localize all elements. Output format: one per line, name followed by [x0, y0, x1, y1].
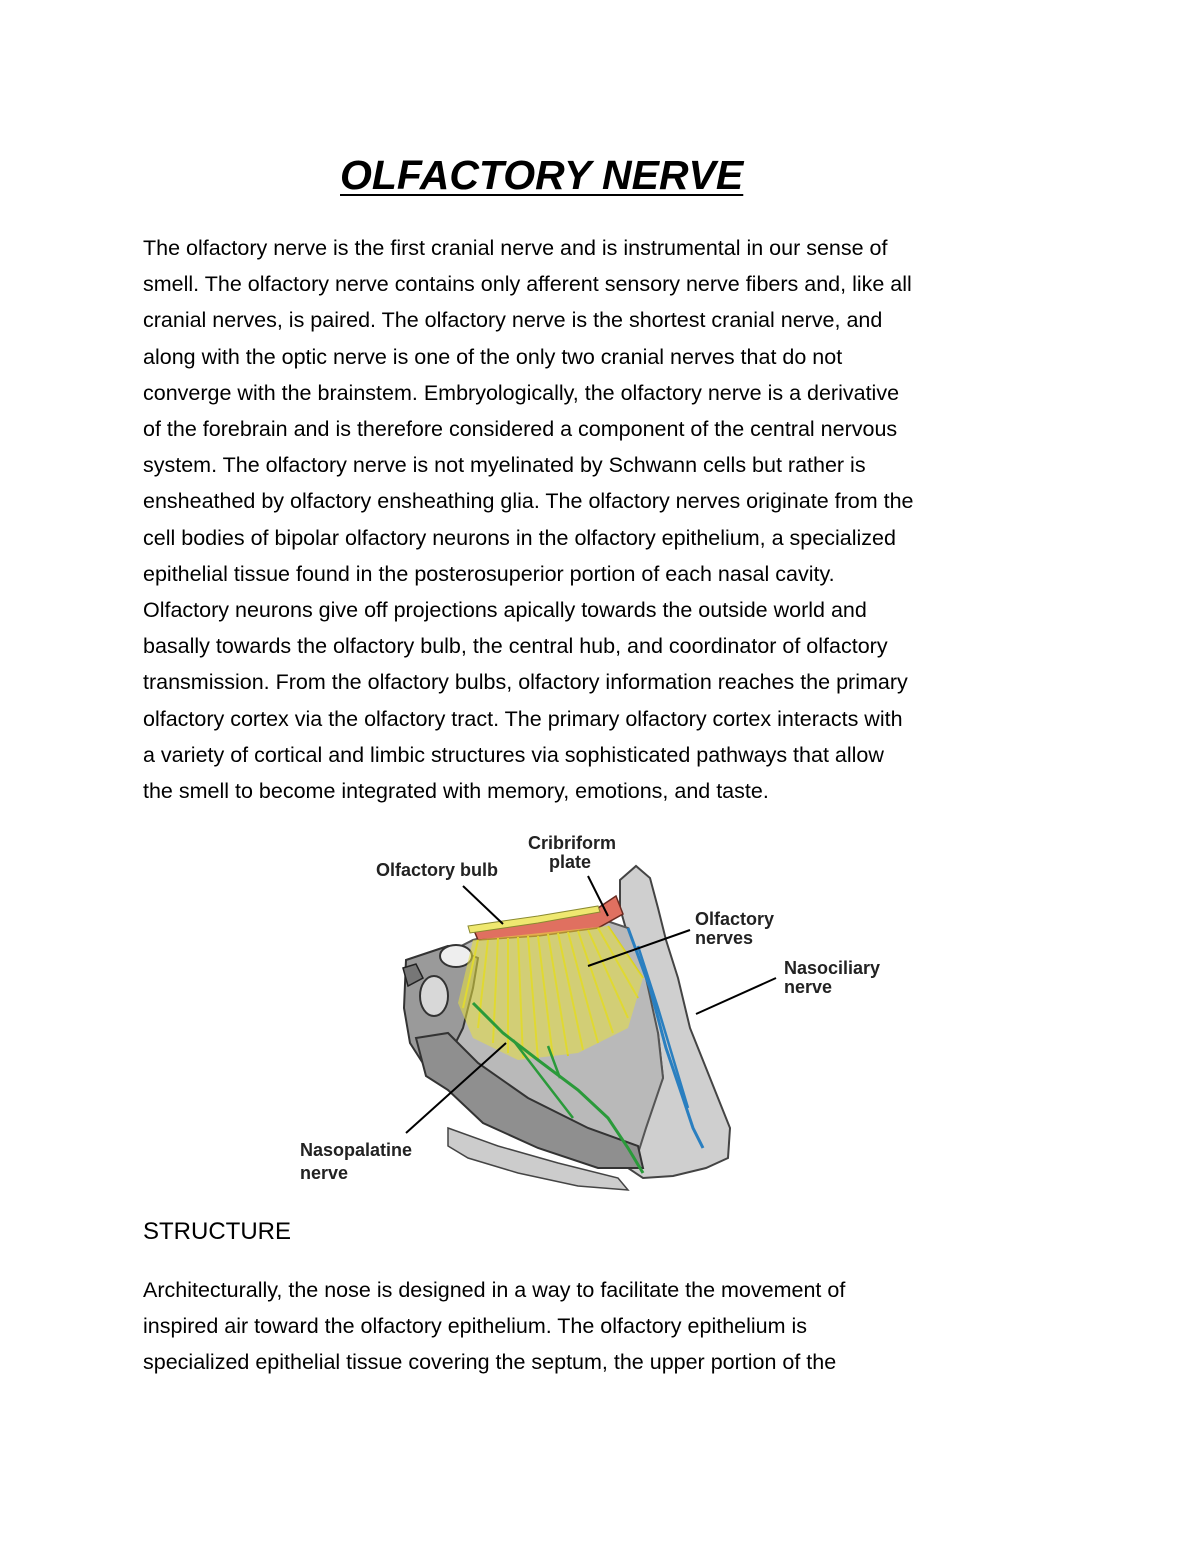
- text-line: the smell to become integrated with memory, emotions, and taste.: [143, 779, 769, 804]
- sinus-opening: [440, 945, 472, 967]
- section-heading-structure: STRUCTURE: [143, 1218, 291, 1245]
- text-line: Architecturally, the nose is designed in a way to facilitate the movement of: [143, 1278, 846, 1302]
- text-line: cell bodies of bipolar olfactory neurons in the olfactory epithelium, a specialized: [143, 525, 896, 550]
- text-line: epithelial tissue found in the posterosuperior portion of each nasal cavity.: [143, 561, 835, 586]
- label-olfactory-nerves-line1: Olfactory: [695, 909, 775, 929]
- text-line: olfactory cortex via the olfactory tract. The primary olfactory cortex interacts with: [143, 706, 903, 731]
- text-line: inspired air toward the olfactory epithelium. The olfactory epithelium is: [143, 1314, 808, 1339]
- leader-nasociliary: [696, 978, 776, 1014]
- text-line: ensheathed by olfactory ensheathing glia. The olfactory nerves originate from the: [143, 489, 914, 514]
- text-line: Olfactory neurons give off projections apically towards the outside world and: [143, 598, 867, 623]
- intro-paragraph: [143, 230, 913, 809]
- anatomy-diagram: [298, 828, 898, 1194]
- text-line: converge with the brainstem. Embryologically, the olfactory nerve is a derivative: [143, 380, 900, 405]
- text-line: a variety of cortical and limbic structures via sophisticated pathways that allow: [143, 742, 884, 767]
- label-olfactory-nerves-line2: nerves: [695, 928, 754, 948]
- text-line: system. The olfactory nerve is not myelinated by Schwann cells but rather is: [143, 453, 866, 478]
- label-nasopalatine-line1: Nasopalatine: [300, 1140, 413, 1160]
- text-line: transmission. From the olfactory bulbs, olfactory information reaches the primary: [143, 670, 908, 695]
- text-line: basally towards the olfactory bulb, the central hub, and coordinator of olfactory: [143, 634, 888, 659]
- document-title: OLFACTORY NERVE: [340, 152, 744, 198]
- structure-paragraph: [143, 1272, 845, 1381]
- text-line: smell. The olfactory nerve contains only afferent sensory nerve fibers and, like all: [143, 272, 912, 297]
- nasal-cavity-illustration: [298, 828, 898, 1194]
- label-nasociliary-line2: nerve: [784, 977, 833, 997]
- text-line: of the forebrain and is therefore considered a component of the central nervous: [143, 417, 898, 442]
- text-line: specialized epithelial tissue covering the septum, the upper portion of the: [143, 1350, 837, 1375]
- label-nasopalatine-line2: nerve: [300, 1163, 349, 1183]
- label-olfactory-bulb: Olfactory bulb: [376, 860, 499, 880]
- label-cribriform-line2: plate: [549, 852, 592, 872]
- sinus-opening: [420, 976, 448, 1016]
- label-nasociliary-line1: Nasociliary: [784, 958, 881, 978]
- text-line: along with the optic nerve is one of the only two cranial nerves that do not: [143, 344, 843, 369]
- leader-olfactory-bulb: [463, 886, 503, 924]
- text-line: cranial nerves, is paired. The olfactory nerve is the shortest cranial nerve, and: [143, 308, 883, 333]
- text-line: The olfactory nerve is the first cranial nerve and is instrumental in our sense of: [143, 236, 888, 260]
- label-cribriform-line1: Cribriform: [528, 833, 617, 853]
